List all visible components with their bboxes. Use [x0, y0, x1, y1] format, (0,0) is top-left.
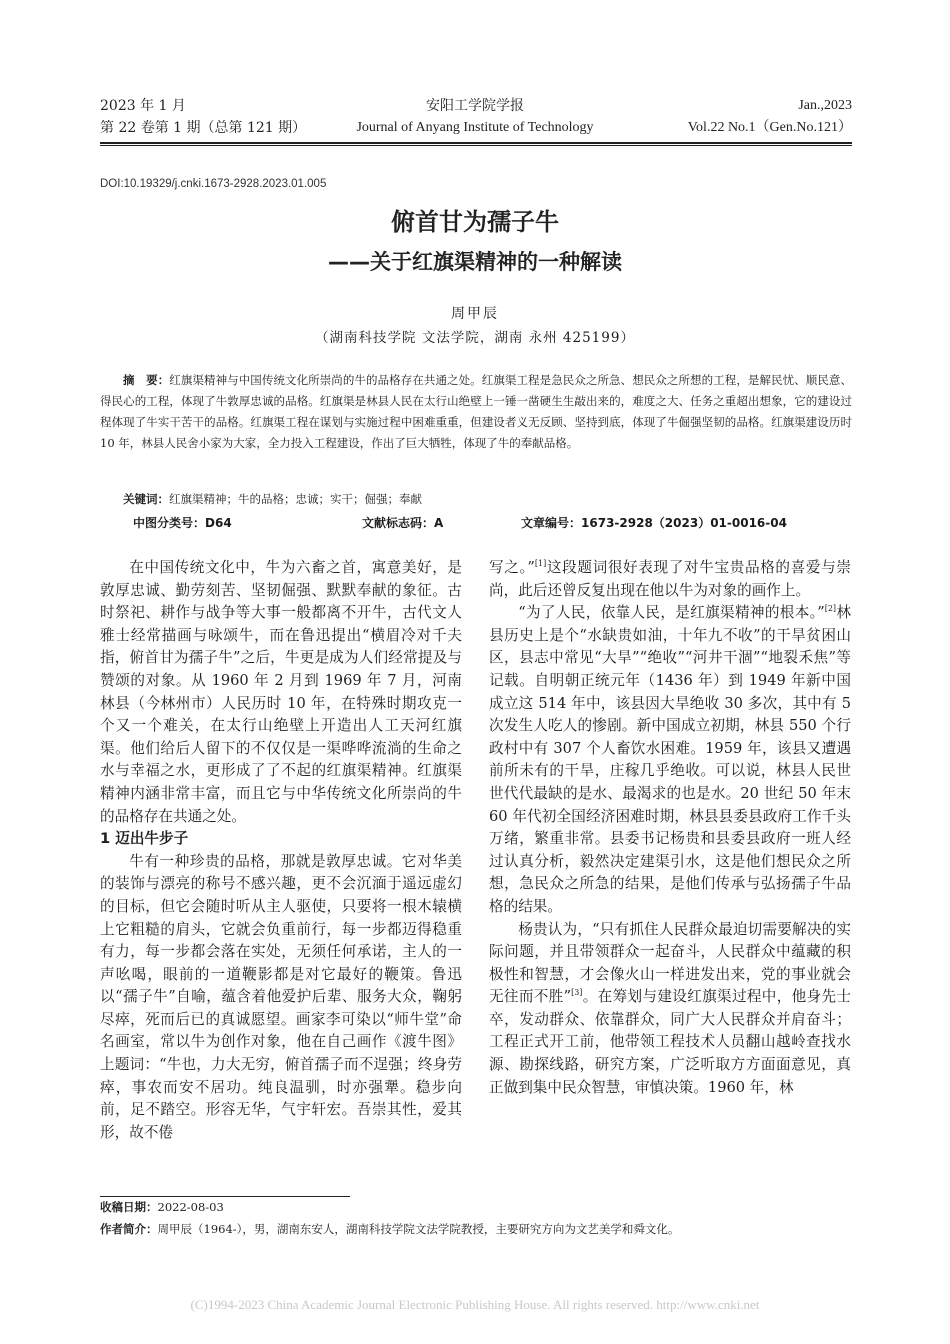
keywords-label: 关键词：	[123, 492, 169, 506]
footnote-divider	[100, 1196, 350, 1197]
header-rule-bottom	[100, 145, 852, 146]
article-number: 文章编号：1673-2928（2023）01-0016-04	[521, 516, 787, 530]
keywords-text: 红旗渠精神；牛的品格；忠诚；实干；倔强；奉献	[169, 492, 422, 506]
intro-paragraph: 在中国传统文化中，牛为六畜之首，寓意美好，是敦厚忠诚、勤劳刻苦、坚韧倔强、默默奉献的象征。古时祭祀、耕作与战争等大事一般都离不开牛，古代文人雅士经常描画与咏颂牛，而在鲁迅提出“横眉冷对千夫指，俯首甘为孺子牛”之后，牛更是成为人们经常提及与赞颂的对象。从 1960 年 2 月到 1969 年 7 月，河南林县（今林州市）人民历时 10 年，在特殊时期攻克一个又一个难关，在太行山绝壁上开造出人工天河红旗渠。他们给后人留下的不仅仅是一渠哗哗流淌的生命之水与幸福之水，更形成了了不起的红旗渠精神。红旗渠精神内涵非常丰富，而且它与中华传统文化所崇尚的牛的品格存在共通之处。	[100, 559, 462, 825]
paper-subtitle: ——关于红旗渠精神的一种解读	[328, 250, 622, 274]
abstract	[100, 370, 852, 454]
citation-2[interactable]: [2]	[824, 604, 837, 614]
issue-date-en: Jan.,2023	[798, 98, 852, 113]
section-heading-1: 1 迈出牛步子	[100, 830, 189, 848]
right-paragraph-3: 杨贵认为，“只有抓住人民群众最迫切需要解决的实际问题，并且带领群众一起奋斗，人民群众中蕴藏的积极性和智慧，才会像火山一样进发出来，党的事业就会无往而不胜”[3]。在筹划与建设红旗渠过程中，他身先士卒，发动群众、依靠群众，同广大人民群众并肩奋斗；工程正式开工前，他带领工程技术人员翻山越岭查找水源、勘探线路，研究方案，广泛听取方方面面意见，真正做到集中民众智慧，审慎决策。1960 年，林	[489, 920, 851, 1096]
clc-number: 中图分类号：D64	[133, 516, 232, 530]
copyright-notice: (C)1994-2023 China Academic Journal Electronic Publishing House. All rights reserved. http://www.cnki.net	[190, 1297, 760, 1312]
citation-3[interactable]: [3]	[571, 988, 583, 998]
body-column-right	[489, 557, 851, 1195]
keywords	[100, 489, 852, 510]
author-name: 周甲辰	[451, 306, 499, 322]
abstract-text: 红旗渠精神与中国传统文化所崇尚的牛的品格存在共通之处。红旗渠工程是急民众之所急、想民众之所想的工程，是解民忧、顺民意、得民心的工程，体现了牛敦厚忠诚的品格。红旗渠是林县人民在太行山绝壁上一锤一凿硬生生敲出来的，难度之大、任务之重超出想象，它的建设过程体现了牛实干苦干的品格。红旗渠工程在谋划与实施过程中困难重重，但建设者义无反顾、坚持到底，体现了牛倔强坚韧的品格。红旗渠建设历时 10 年，林县人民舍小家为大家，全力投入工程建设，作出了巨大牺牲，体现了牛的奉献品格。	[100, 373, 852, 450]
received-date: 收稿日期：2022-08-03	[100, 1200, 224, 1214]
issue-volume-cn: 第 22 卷第 1 期（总第 121 期）	[100, 120, 307, 136]
document-code: 文献标志码：A	[362, 516, 444, 530]
header-rule-top	[100, 142, 852, 144]
issue-volume-en: Vol.22 No.1（Gen.No.121）	[687, 120, 852, 135]
doi: DOI:10.19329/j.cnki.1673-2928.2023.01.005	[100, 178, 327, 190]
journal-name-cn: 安阳工学院学报	[426, 98, 524, 114]
paper-title: 俯首甘为孺子牛	[391, 208, 559, 236]
right-paragraph-2: “为了人民，依靠人民，是红旗渠精神的根本。”[2]林县历史上是个“水缺贵如油，十年九不收”的干旱贫困山区，县志中常见“大旱”“绝收”“河井干涸”“地裂禾焦”等记载。自明朝正统元年（1436 年）到 1949 年新中国成立这 514 年中，该县因大旱绝收 30 多次，其中有 5 次发生人吃人的惨剧。新中国成立初期，林县 550 个行政村中有 307 个人畜饮水困难。1959 年，该县又遭遇前所未有的干旱，庄稼几乎绝收。可以说，林县人民世世代代最缺的是水、最渴求的也是水。20 世纪 50 年末 60 年代初全国经济困难时期，林县县委县政府工作千头万绪，繁重非常。县委书记杨贵和县委县政府一班人经过认真分析，毅然决定建渠引水，这是他们想民众之所想，急民众之所急的结果，是他们传承与弘扬孺子牛品格的结果。	[489, 604, 851, 915]
author-affiliation: （湖南科技学院 文法学院，湖南 永州 425199）	[315, 330, 635, 346]
body-column-left	[100, 557, 462, 1195]
journal-name-en: Journal of Anyang Institute of Technology	[356, 120, 594, 135]
issue-date-cn: 2023 年 1 月	[100, 98, 186, 114]
section1-paragraph: 牛有一种珍贵的品格，那就是敦厚忠诚。它对华美的装饰与漂亮的称号不感兴趣，更不会沉湎于遥远虚幻的目标，但它会随时听从主人驱使，只要将一根木辕横上它粗糙的肩头，它就会负重前行，每一步都迈得稳重有力，每一步都会落在实处，无须任何承诺，主人的一声吆喝，眼前的一道鞭影都是对它最好的鞭策。鲁迅以“孺子牛”自喻，蕴含着他爱护后辈、服务大众，鞠躬尽瘁，死而后已的真诚愿望。画家李可染以“师牛堂”命名画室，常以牛为创作对象，他在自己画作《渡牛图》上题词：“牛也，力大无穷，俯首孺子而不逞强；终身劳瘁，事农而安不居功。纯良温驯，时亦强犟。稳步向前，足不踏空。形容无华，气宇轩宏。吾崇其性，爱其形，故不倦	[100, 852, 462, 1141]
author-bio: 作者简介：周甲辰（1964-），男，湖南东安人，湖南科技学院文法学院教授，主要研究方向为文艺美学和舜文化。	[100, 1222, 680, 1236]
citation-1[interactable]: [1]	[534, 559, 547, 569]
abstract-label: 摘 要：	[123, 373, 170, 387]
right-paragraph-1: 写之。”[1]这段题词很好表现了对牛宝贵品格的喜爱与崇尚，此后还曾反复出现在他以牛为对象的画作上。	[489, 559, 851, 599]
